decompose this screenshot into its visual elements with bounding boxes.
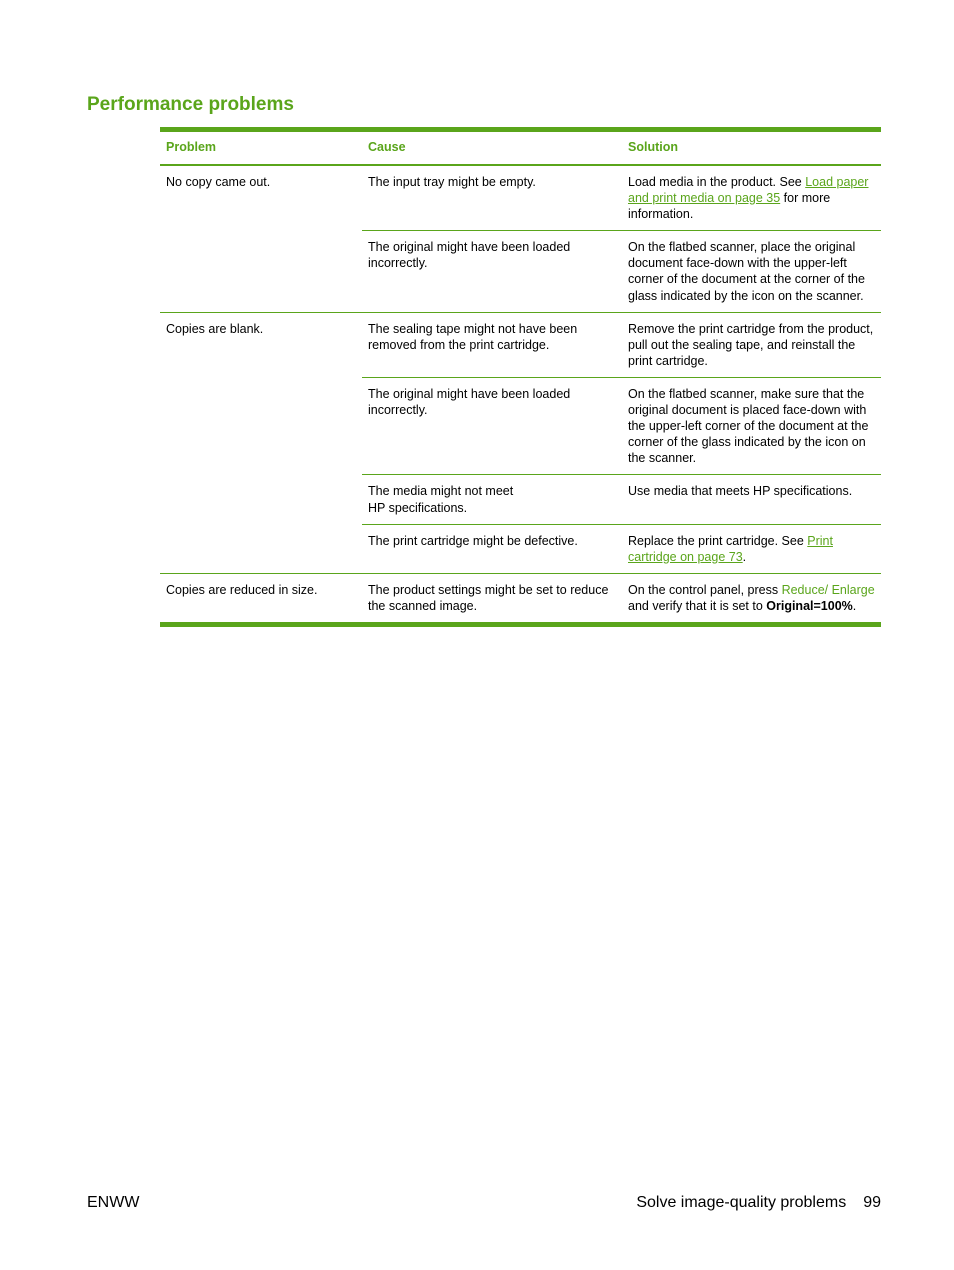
footer-section: Solve image-quality problems: [636, 1194, 847, 1211]
footer-left: ENWW: [87, 1194, 140, 1211]
table-row: [362, 166, 881, 231]
solution-text: Replace the print cartridge. See: [628, 533, 808, 548]
solution-cell: [622, 166, 881, 230]
cause-cell: [362, 475, 622, 523]
solution-cell: On the flatbed scanner, make sure that the original document is placed face-down with the upper-left corner of the document at the corner of the glass indicated by the icon on the scanner.: [628, 386, 869, 466]
cause-cell: The sealing tape might not have been removed from the print cartridge.: [368, 321, 578, 352]
cause-cell: The original might have been loaded incorrectly.: [368, 240, 571, 271]
print-cartridge-link[interactable]: Print cartridge on page 73: [628, 533, 833, 564]
footer-right: [636, 1193, 881, 1213]
solution-cell: [622, 574, 881, 622]
problem-group-no-copy: [160, 166, 881, 313]
cause-line: The media might not meet: [368, 484, 514, 499]
solution-text: and verify that it is set to: [628, 598, 767, 613]
performance-problems-table: [160, 127, 881, 627]
cause-cell: The input tray might be empty.: [368, 175, 536, 189]
solution-cell: Remove the print cartridge from the product, pull out the sealing tape, and reinstall the print cartridge.: [628, 321, 874, 368]
table-header: [160, 132, 881, 166]
table-row: [362, 574, 881, 622]
table-row: [362, 231, 881, 311]
header-problem: Problem: [166, 140, 217, 154]
problem-cell: No copy came out.: [166, 175, 271, 189]
solution-cell: Use media that meets HP specifications.: [628, 484, 853, 499]
header-solution: Solution: [628, 140, 678, 154]
problem-group-reduced: [160, 574, 881, 622]
problem-group-blank: [160, 313, 881, 574]
solution-text: .: [852, 598, 857, 613]
page-number: 99: [863, 1194, 881, 1211]
cause-line: HP specifications.: [368, 500, 468, 515]
table-row: [362, 378, 881, 475]
cause-cell: The original might have been loaded incorrectly.: [368, 386, 571, 418]
cause-cell: The print cartridge might be defective.: [368, 533, 578, 548]
load-paper-link[interactable]: Load paper and print media on page 35: [628, 175, 869, 206]
cause-cell: The product settings might be set to reduce the scanned image.: [368, 582, 609, 613]
header-cause: Cause: [368, 140, 406, 154]
table-row: [362, 475, 881, 524]
problem-cell: Copies are blank.: [166, 321, 264, 336]
solution-cell: On the flatbed scanner, place the original document face-down with the upper-left corner of the document at the corner of the glass indicated by the icon on the scanner.: [628, 240, 865, 303]
table-row: [362, 313, 881, 378]
table-row: [362, 525, 881, 573]
solution-cell: [622, 525, 881, 573]
setting-value: Original=100%: [766, 598, 853, 613]
solution-text: for more information.: [628, 191, 831, 222]
solution-text: Load media in the product. See: [628, 175, 806, 189]
solution-text: On the control panel, press: [628, 582, 782, 597]
solution-text: .: [742, 549, 747, 564]
page-heading: Performance problems: [87, 94, 294, 115]
problem-cell: Copies are reduced in size.: [166, 582, 318, 597]
reduce-enlarge-keyword: Reduce/ Enlarge: [781, 582, 875, 597]
